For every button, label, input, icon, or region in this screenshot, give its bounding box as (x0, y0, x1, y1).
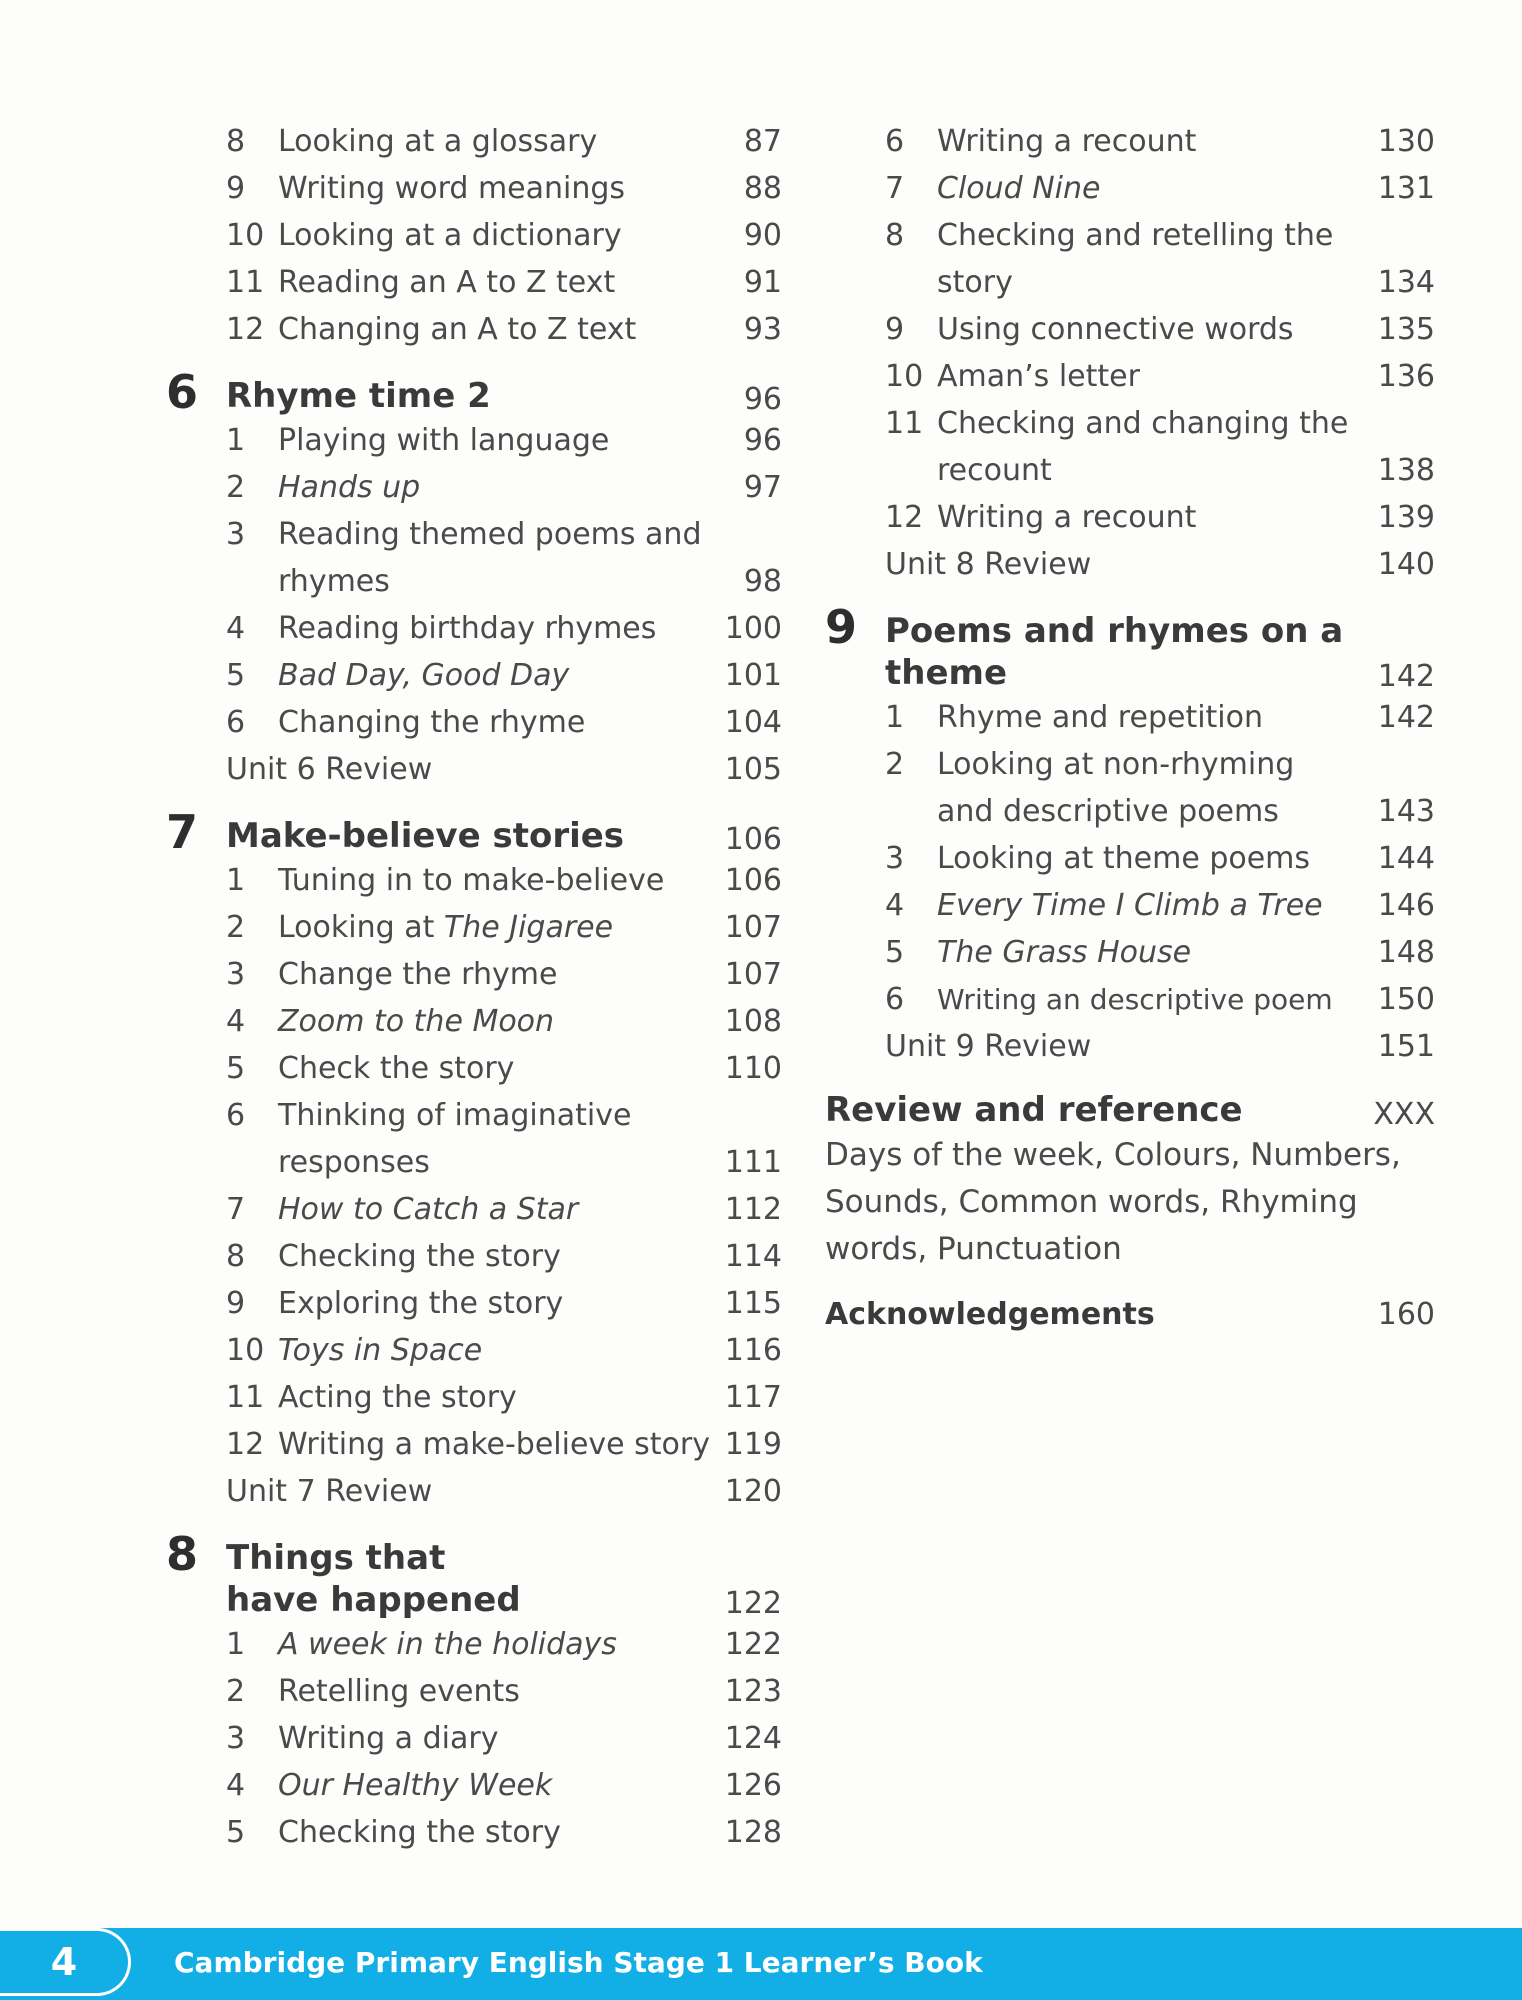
toc-entry: 4 Every Time I Climb a Tree 146 (885, 888, 1435, 923)
unit-7-review: Unit 7 Review 120 (226, 1474, 782, 1509)
toc-entry: 3 Writing a diary 124 (226, 1721, 782, 1756)
toc-entry: 12 Changing an A to Z text 93 (226, 312, 782, 347)
toc-entry: 9 Exploring the story 115 (226, 1286, 782, 1321)
unit-9-heading: 9 Poems and rhymes on a theme 142 (825, 600, 1435, 694)
unit-8-heading: 8 Things that have happened 122 (166, 1527, 782, 1621)
toc-entry: 2 Retelling events 123 (226, 1674, 782, 1709)
toc-entry: 10 Toys in Space 116 (226, 1333, 782, 1368)
toc-entry: 5 The Grass House 148 (885, 935, 1435, 970)
toc-entry: 1 Rhyme and repetition 142 (885, 700, 1435, 735)
toc-entry: 7 How to Catch a Star 112 (226, 1192, 782, 1227)
toc-entry: 5 Check the story 110 (226, 1051, 782, 1086)
toc-entry: 12 Writing a make-believe story 119 (226, 1427, 782, 1462)
unit-6-heading: 6 Rhyme time 2 96 (166, 365, 782, 419)
toc-entry: 11 Reading an A to Z text 91 (226, 265, 782, 300)
toc-entry: 6 Thinking of imaginative responses 111 (226, 1098, 782, 1180)
toc-entry: 8 Checking and retelling the story 134 (885, 218, 1435, 300)
toc-entry: 8 Looking at a glossary 87 (226, 124, 782, 159)
unit-7-heading: 7 Make-believe stories 106 (166, 805, 782, 859)
toc-entry: 11 Acting the story 117 (226, 1380, 782, 1415)
acknowledgements-heading: Acknowledgements 160 (825, 1297, 1435, 1332)
toc-entry: 8 Checking the story 114 (226, 1239, 782, 1274)
toc-entry: 4 Our Healthy Week 126 (226, 1768, 782, 1803)
unit-9-review: Unit 9 Review 151 (885, 1029, 1435, 1064)
review-reference-description: Days of the week, Colours, Numbers, Sounds, Common words, Rhyming words, Punctuation (825, 1137, 1401, 1267)
toc-entry: 3 Reading themed poems and rhymes 98 (226, 517, 782, 599)
toc-entry: 4 Zoom to the Moon 108 (226, 1004, 782, 1039)
toc-entry: 2 Looking at The Jigaree 107 (226, 910, 782, 945)
toc-right-column (825, 118, 1435, 1332)
toc-entry: 6 Writing a recount 130 (885, 124, 1435, 159)
toc-entry: 4 Reading birthday rhymes 100 (226, 611, 782, 646)
book-title: Cambridge Primary English Stage 1 Learner’s Book (174, 1946, 983, 1979)
unit-8-review: Unit 8 Review 140 (885, 547, 1435, 582)
toc-entry: 1 A week in the holidays 122 (226, 1627, 782, 1662)
toc-entry: 5 Checking the story 128 (226, 1815, 782, 1850)
toc-entry: 1 Tuning in to make-believe 106 (226, 863, 782, 898)
toc-entry: 2 Hands up 97 (226, 470, 782, 505)
page-number-tab: 4 (0, 1928, 131, 1996)
unit-6-review: Unit 6 Review 105 (226, 752, 782, 787)
toc-entry: 3 Looking at theme poems 144 (885, 841, 1435, 876)
review-reference-heading: Review and reference XXX (825, 1090, 1435, 1132)
toc-entry: 1 Playing with language 96 (226, 423, 782, 458)
toc-entry: 5 Bad Day, Good Day 101 (226, 658, 782, 693)
toc-entry: 6 Writing an descriptive poem 150 (885, 982, 1435, 1017)
toc-entry: 6 Changing the rhyme 104 (226, 705, 782, 740)
toc-entry: 12 Writing a recount 139 (885, 500, 1435, 535)
toc-entry: 2 Looking at non-rhyming and descriptive poems 143 (885, 747, 1435, 829)
toc-entry: 11 Checking and changing the recount 138 (885, 406, 1435, 488)
toc-entry: 9 Using connective words 135 (885, 312, 1435, 347)
toc-left-column (166, 118, 782, 1856)
toc-entry: 9 Writing word meanings 88 (226, 171, 782, 206)
toc-entry: 10 Aman’s letter 136 (885, 359, 1435, 394)
toc-entry: 3 Change the rhyme 107 (226, 957, 782, 992)
toc-entry: 7 Cloud Nine 131 (885, 171, 1435, 206)
toc-entry: 10 Looking at a dictionary 90 (226, 218, 782, 253)
